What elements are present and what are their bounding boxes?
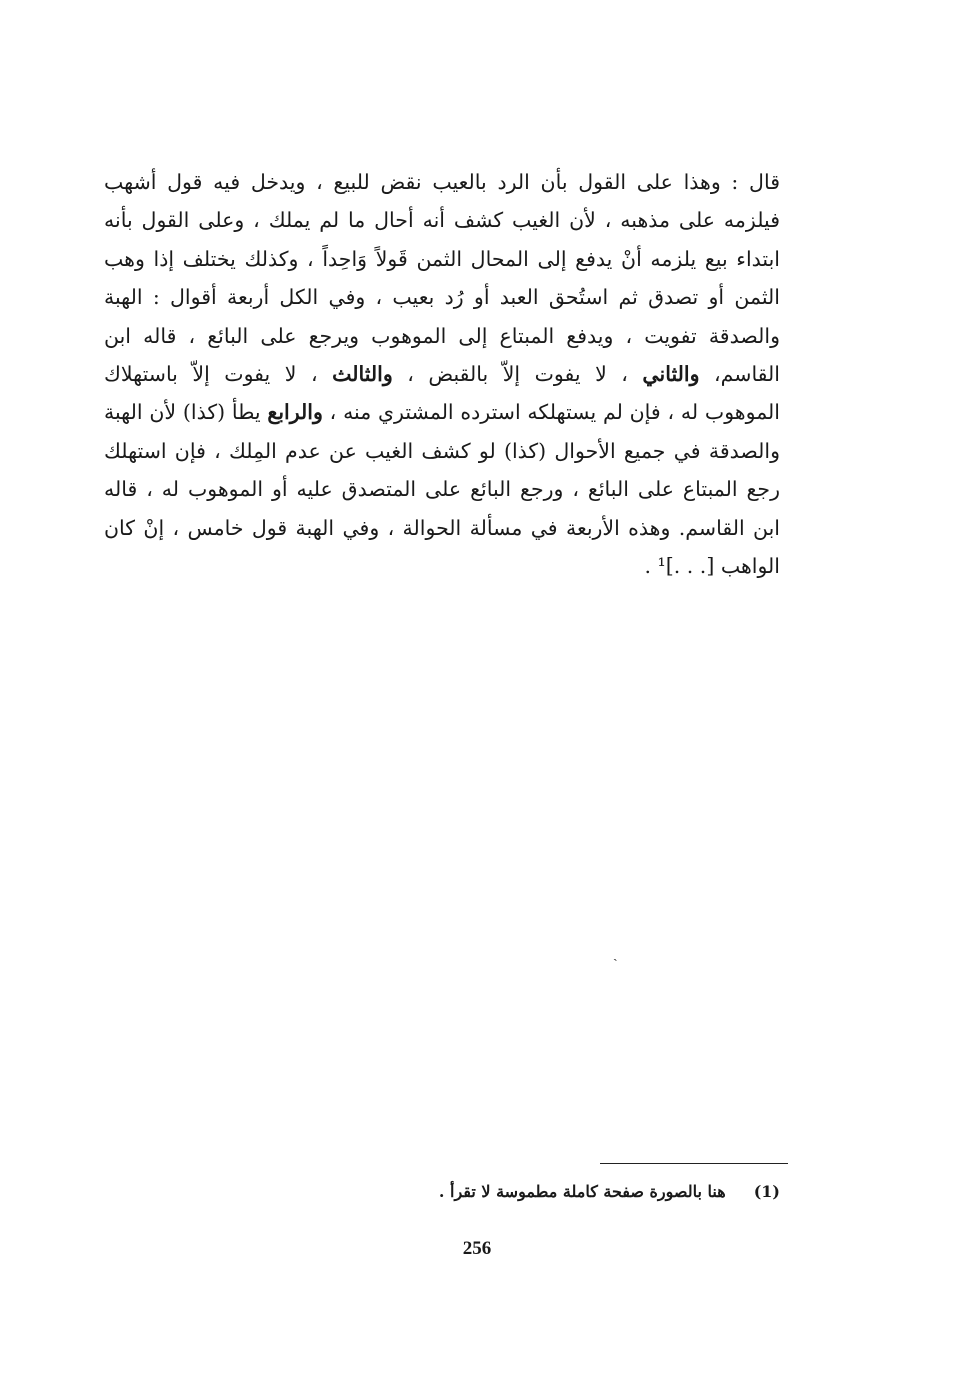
text-segment: الموهوب له ، فإن لم يستهلكه استرده المشتري منه ، xyxy=(322,400,780,425)
bold-text-segment: والرابع xyxy=(267,400,323,425)
footnote-text: هنا بالصورة صفحة كاملة مطموسة لا تقرأ . xyxy=(438,1182,726,1201)
text-line xyxy=(104,240,780,278)
text-segment: ، لا يفوت إلاّ باستهلاك xyxy=(104,361,333,386)
text-segment: فيلزمه على مذهبه ، لأن الغيب كشف أنه أحال ما لم يملك ، وعلى القول بأنه xyxy=(104,208,780,233)
text-segment: ابن القاسم. وهذه الأربعة في مسألة الحوالة ، وفي الهبة قول خامس ، إنْ كان xyxy=(104,515,780,540)
main-text-block xyxy=(104,163,780,585)
text-line xyxy=(104,470,780,508)
text-line xyxy=(104,278,780,316)
text-segment: الثمن أو تصدق ثم استُحق العبد أو رُد بعيب ، وفي الكل أربعة أقوال : الهبة xyxy=(104,285,780,310)
page-number: 256 xyxy=(462,1238,492,1259)
text-line xyxy=(104,163,780,201)
text-segment: ، لا يفوت إلاّ بالقبض ، xyxy=(392,361,643,386)
text-line xyxy=(104,317,780,355)
footnote-number: (1) xyxy=(753,1182,780,1201)
text-segment: ابتداء بيع يلزمه أنْ يدفع إلى المحال الثمن قَولاً وَاحِداً ، وكذلك يختلف إذا وهب xyxy=(104,246,780,271)
text-segment: رجع المبتاع على البائع ، ورجع البائع على المتصدق عليه أو الموهوب له ، قاله xyxy=(104,477,780,502)
text-segment: قال : وهذا على القول بأن الرد بالعيب نقض للبيع ، ويدخل فيه قول أشهب xyxy=(104,170,780,194)
text-segment: والصدقة في جميع الأحوال (كذا) لو كشف الغيب عن عدم المِلك ، فإن استهلك xyxy=(104,438,780,463)
bold-text-segment: والثالث xyxy=(332,361,393,386)
text-line xyxy=(104,201,780,239)
text-segment: الواهب [. . .]¹ . xyxy=(644,553,780,578)
text-line xyxy=(104,547,780,585)
footnote xyxy=(400,1180,780,1204)
text-line xyxy=(104,432,780,470)
bold-text-segment: والثاني xyxy=(642,361,700,386)
text-line xyxy=(104,509,780,547)
text-segment: القاسم، xyxy=(699,361,780,386)
stray-ink-mark: ˏ xyxy=(613,946,618,962)
footnote-separator xyxy=(600,1163,788,1164)
text-line xyxy=(104,355,780,393)
text-line xyxy=(104,393,780,431)
text-segment: يطأ (كذا) لأن الهبة xyxy=(104,400,268,425)
text-segment: والصدقة تفويت ، ويدفع المبتاع إلى الموهوب ويرجع على البائع ، قاله ابن xyxy=(104,323,780,348)
